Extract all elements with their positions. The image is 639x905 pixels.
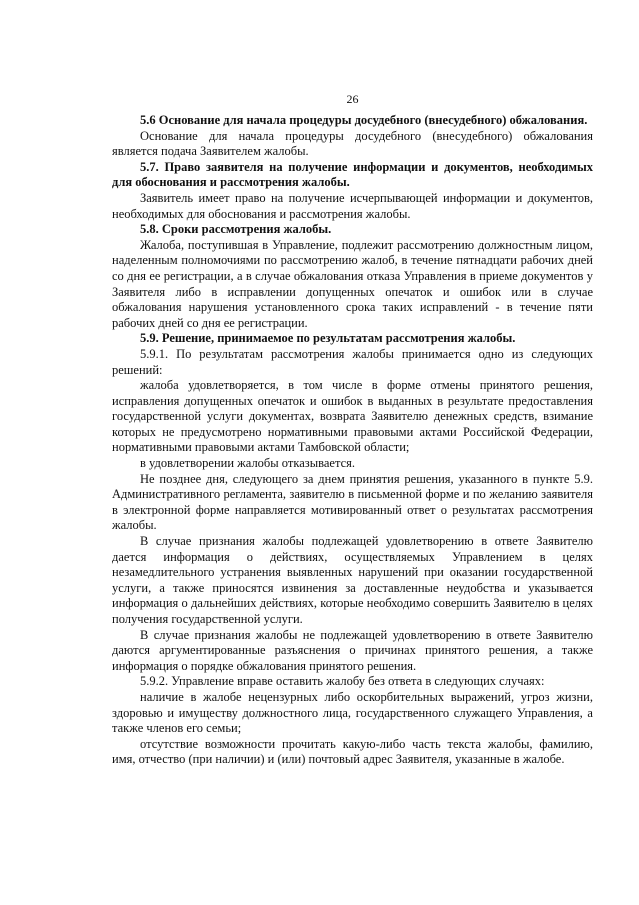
- list-item: жалоба удовлетворяется, в том числе в форме отмены принятого решения, исправления допущенных опечаток и ошибок в выданных в результате предоставления государственной услуги документах, возврата Заявителю денежных средств, взимание которых не предусмотрено нормативными правовыми актами Российской Федерации, нормативными правовыми актами Тамбовской области;: [112, 378, 593, 455]
- heading-5-8: 5.8. Сроки рассмотрения жалобы.: [140, 222, 332, 237]
- list-item: отсутствие возможности прочитать какую-либо часть текста жалобы, фамилию, имя, отчество (при наличии) и (или) почтовый адрес Заявителя, указанные в жалобе.: [112, 736, 593, 767]
- paragraph: Основание для начала процедуры досудебного (внесудебного) обжалования является подача Заявителем жалобы.: [112, 128, 593, 159]
- list-item: в удовлетворении жалобы отказывается.: [140, 456, 355, 471]
- paragraph: 5.9.1. По результатам рассмотрения жалобы принимается одно из следующих решений:: [112, 346, 593, 377]
- paragraph: В случае признания жалобы не подлежащей удовлетворению в ответе Заявителю даются аргументированные разъяснения о причинах принятого решения, а также информация о порядке обжалования принятого решения.: [112, 627, 593, 673]
- list-item: наличие в жалобе нецензурных либо оскорбительных выражений, угроз жизни, здоровью и имуществу должностного лица, государственного служащего Управления, а также членов его семьи;: [112, 689, 593, 736]
- paragraph: Жалоба, поступившая в Управление, подлежит рассмотрению должностным лицом, наделенным полномочиями по рассмотрению жалоб, в течение пятнадцати рабочих дней со дня ее регистрации, а в случае обжалования отказа Управления в приеме документов у Заявителя либо в исправлении допущенных опечаток и ошибок или в случае обжалования нарушения установленного срока таких исправлений - в течение пяти рабочих дней со дня ее регистрации.: [112, 237, 593, 330]
- page-number: 26: [346, 92, 359, 106]
- heading-5-6: 5.6 Основание для начала процедуры досудебного (внесудебного) обжалования.: [140, 113, 588, 127]
- paragraph: Не позднее дня, следующего за днем принятия решения, указанного в пункте 5.9. Административного регламента, заявителю в письменной форме и по желанию заявителя в электронной форме направляется мотивированный ответ о результатах рассмотрения жалобы.: [112, 471, 593, 533]
- paragraph: 5.9.2. Управление вправе оставить жалобу без ответа в следующих случаях:: [140, 674, 545, 689]
- paragraph: Заявитель имеет право на получение исчерпывающей информации и документов, необходимых для обоснования и рассмотрения жалобы.: [112, 190, 593, 221]
- paragraph: В случае признания жалобы подлежащей удовлетворению в ответе Заявителю дается информация о действиях, осуществляемых Управлением в целях незамедлительного устранения выявленных нарушений при оказании государственной услуги, а также приносятся извинения за доставленные неудобства и указывается информация о дальнейших действиях, которые необходимо совершить Заявителю в целях получения государственной услуги.: [112, 534, 593, 626]
- heading-5-7: 5.7. Право заявителя на получение информации и документов, необходимых для обоснования и рассмотрения жалобы.: [112, 159, 593, 190]
- heading-5-9: 5.9. Решение, принимаемое по результатам рассмотрения жалобы.: [140, 331, 516, 346]
